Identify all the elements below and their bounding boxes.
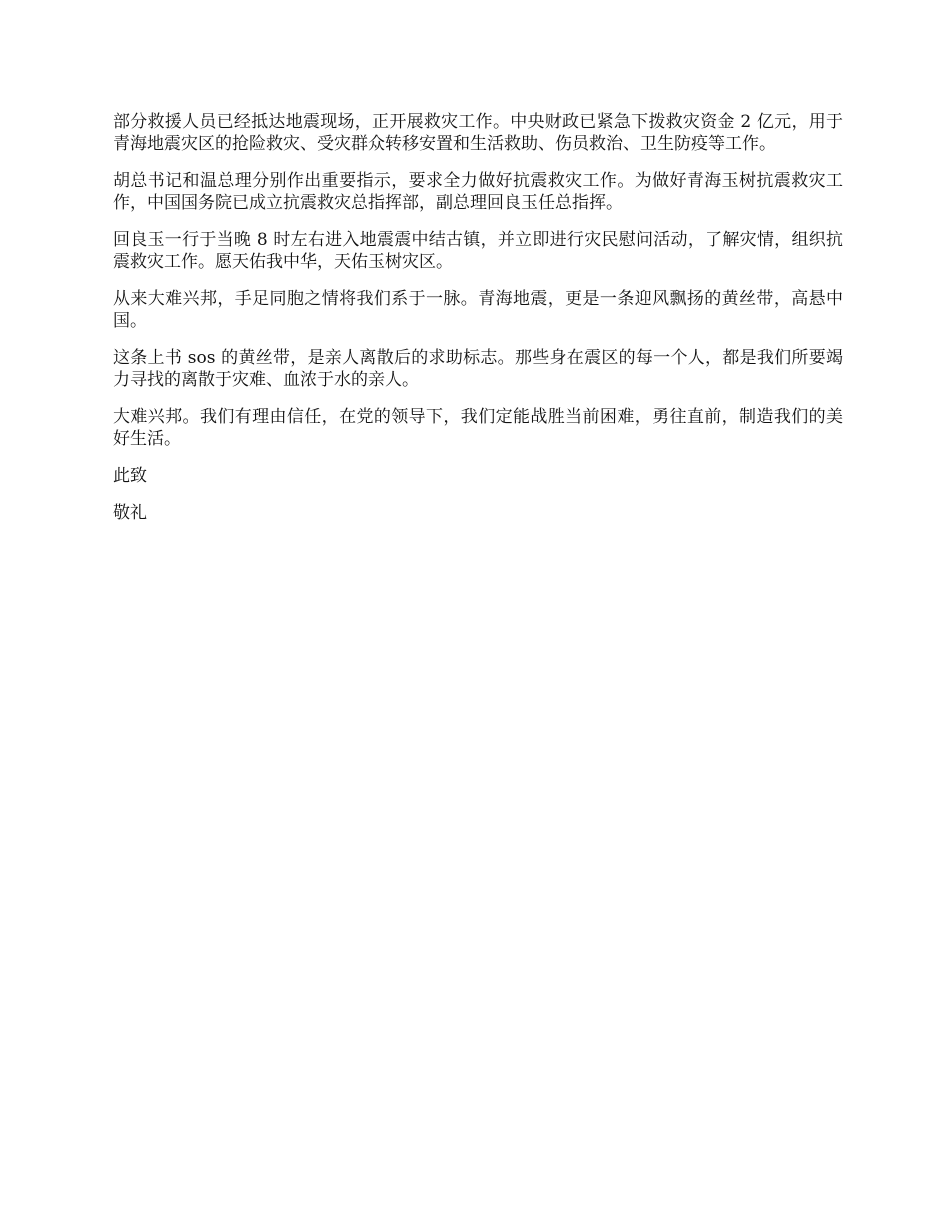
paragraph-sos-ribbon: 这条上书 sos 的黄丝带，是亲人离散后的求助标志。那些身在震区的每一个人，都是我们所要竭力寻找的离散于灾难、血浓于水的亲人。 — [113, 348, 843, 390]
closing-salutation: 此致 — [113, 466, 147, 486]
paragraph-relief-funds: 部分救援人员已经抵达地震现场，正开展救灾工作。中央财政已紧急下拨救灾资金 2 亿元，用于青海地震灾区的抢险救灾、受灾群众转移安置和生活救助、伤员救治、卫生防疫等工作。 — [113, 112, 843, 154]
paragraph-vice-premier-visit: 回良玉一行于当晚 8 时左右进入地震震中结古镇，并立即进行灾民慰问活动，了解灾情，组织抗震救灾工作。愿天佑我中华，天佑玉树灾区。 — [113, 230, 843, 272]
document-body — [113, 111, 843, 539]
paragraph-confidence: 大难兴邦。我们有理由信任，在党的领导下，我们定能战胜当前困难，勇往直前，制造我们的美好生活。 — [113, 407, 843, 449]
closing-regards: 敬礼 — [113, 503, 147, 523]
paragraph-leaders-instructions: 胡总书记和温总理分别作出重要指示，要求全力做好抗震救灾工作。为做好青海玉树抗震救灾工作，中国国务院已成立抗震救灾总指挥部，副总理回良玉任总指挥。 — [113, 171, 843, 213]
paragraph-yellow-ribbon: 从来大难兴邦，手足同胞之情将我们系于一脉。青海地震，更是一条迎风飘扬的黄丝带，高悬中国。 — [113, 289, 843, 331]
